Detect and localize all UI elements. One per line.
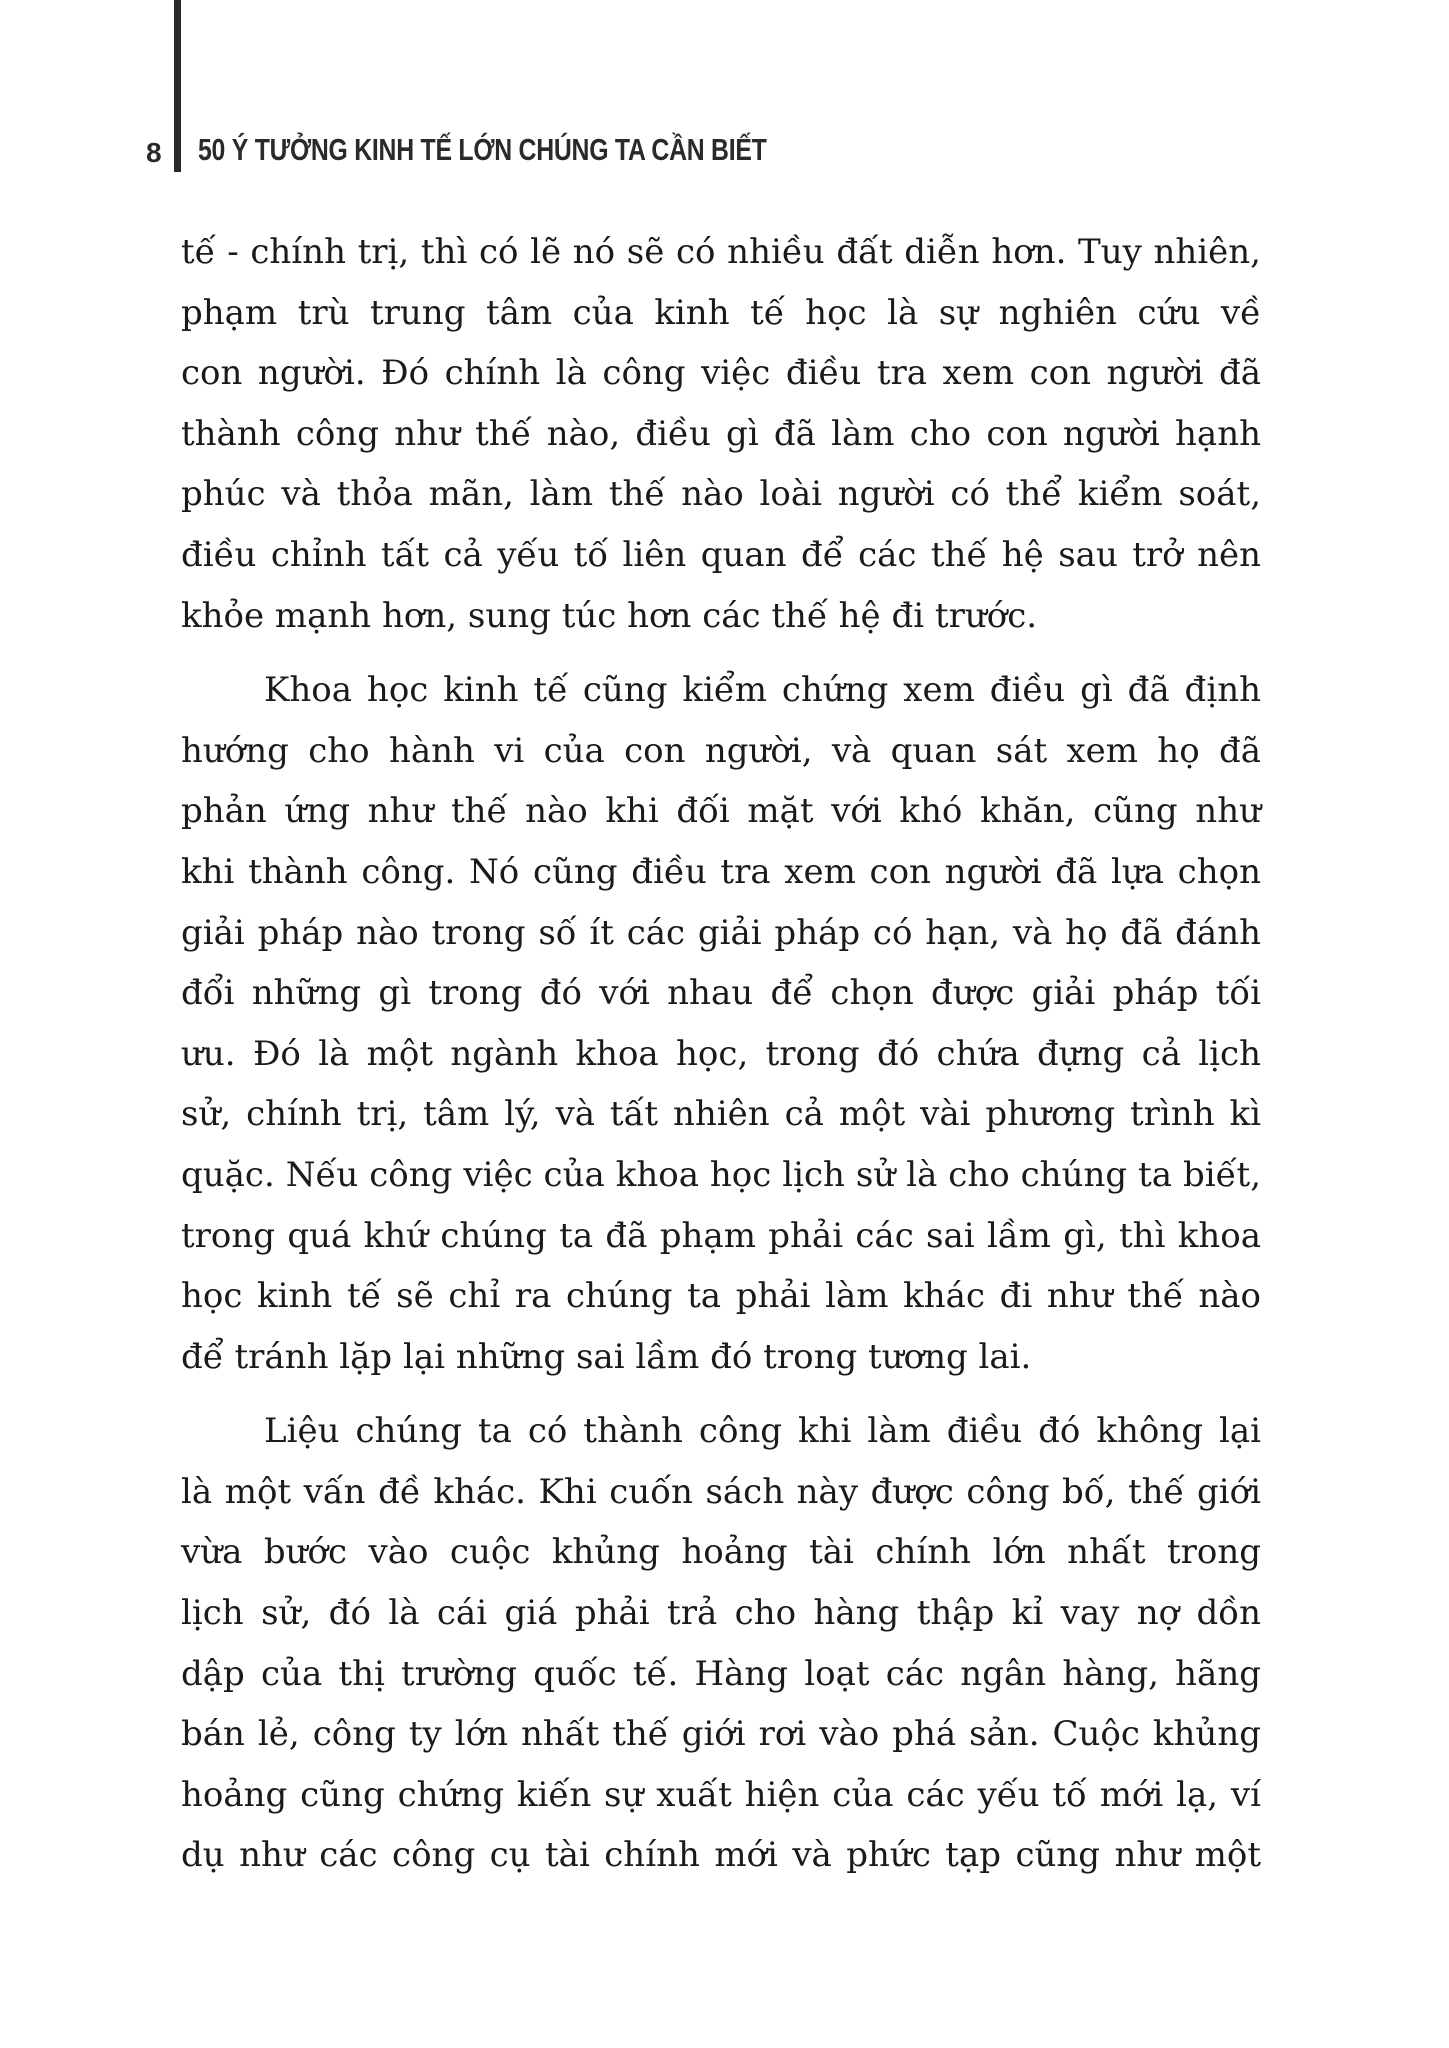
text-line: khi thành công. Nó cũng điều tra xem con người đã lựa chọn bbox=[181, 851, 1261, 892]
page-number: 8 bbox=[146, 137, 162, 168]
text-line: sử, chính trị, tâm lý, và tất nhiên cả một vài phương trình kì bbox=[181, 1094, 1261, 1135]
text-line: trong quá khứ chúng ta đã phạm phải các sai lầm gì, thì khoa bbox=[181, 1215, 1261, 1256]
text-line: học kinh tế sẽ chỉ ra chúng ta phải làm khác đi như thế nào bbox=[181, 1276, 1261, 1317]
text-line: điều chỉnh tất cả yếu tố liên quan để các thế hệ sau trở nên bbox=[181, 534, 1261, 575]
text-line: hướng cho hành vi của con người, và quan sát xem họ đã bbox=[181, 730, 1261, 771]
text-line: hoảng cũng chứng kiến sự xuất hiện của các yếu tố mới lạ, ví bbox=[181, 1774, 1261, 1815]
text-line: để tránh lặp lại những sai lầm đó trong tương lai. bbox=[181, 1336, 1032, 1377]
header-vertical-rule bbox=[174, 0, 181, 172]
text-line: ưu. Đó là một ngành khoa học, trong đó chứa đựng cả lịch bbox=[181, 1033, 1261, 1074]
text-line: phúc và thỏa mãn, làm thế nào loài người có thể kiểm soát, bbox=[181, 474, 1261, 515]
text-line: Liệu chúng ta có thành công khi làm điều đó không lại bbox=[264, 1411, 1261, 1452]
text-line: tế - chính trị, thì có lẽ nó sẽ có nhiều đất diễn hơn. Tuy nhiên, bbox=[181, 232, 1261, 272]
paragraph-3 bbox=[181, 1401, 1261, 1886]
body-text bbox=[181, 222, 1261, 1886]
text-line: phạm trù trung tâm của kinh tế học là sự nghiên cứu về bbox=[181, 292, 1261, 333]
text-line: quặc. Nếu công việc của khoa học lịch sử là cho chúng ta biết, bbox=[181, 1154, 1261, 1195]
running-head-title: 50 Ý TƯỞNG KINH TẾ LỚN CHÚNG TA CẦN BIẾT bbox=[198, 132, 767, 167]
text-line: bán lẻ, công ty lớn nhất thế giới rơi vào phá sản. Cuộc khủng bbox=[181, 1714, 1261, 1755]
text-line: Khoa học kinh tế cũng kiểm chứng xem điều gì đã định bbox=[264, 670, 1261, 711]
text-line: con người. Đó chính là công việc điều tra xem con người đã bbox=[181, 353, 1261, 394]
text-line: đổi những gì trong đó với nhau để chọn được giải pháp tối bbox=[181, 973, 1261, 1014]
text-line: dụ như các công cụ tài chính mới và phức tạp cũng như một bbox=[181, 1835, 1261, 1876]
text-line: phản ứng như thế nào khi đối mặt với khó khăn, cũng như bbox=[181, 791, 1261, 832]
text-line: khỏe mạnh hơn, sung túc hơn các thế hệ đi trước. bbox=[181, 595, 1038, 636]
paragraph-2 bbox=[181, 660, 1261, 1387]
text-line: là một vấn đề khác. Khi cuốn sách này được công bố, thế giới bbox=[181, 1471, 1261, 1512]
text-line: lịch sử, đó là cái giá phải trả cho hàng thập kỉ vay nợ dồn bbox=[181, 1593, 1261, 1634]
paragraph-1 bbox=[181, 222, 1261, 646]
text-line: thành công như thế nào, điều gì đã làm cho con người hạnh bbox=[181, 413, 1261, 454]
text-line: vừa bước vào cuộc khủng hoảng tài chính lớn nhất trong bbox=[181, 1532, 1261, 1573]
text-line: dập của thị trường quốc tế. Hàng loạt các ngân hàng, hãng bbox=[181, 1653, 1261, 1694]
text-line: giải pháp nào trong số ít các giải pháp có hạn, và họ đã đánh bbox=[181, 912, 1261, 953]
